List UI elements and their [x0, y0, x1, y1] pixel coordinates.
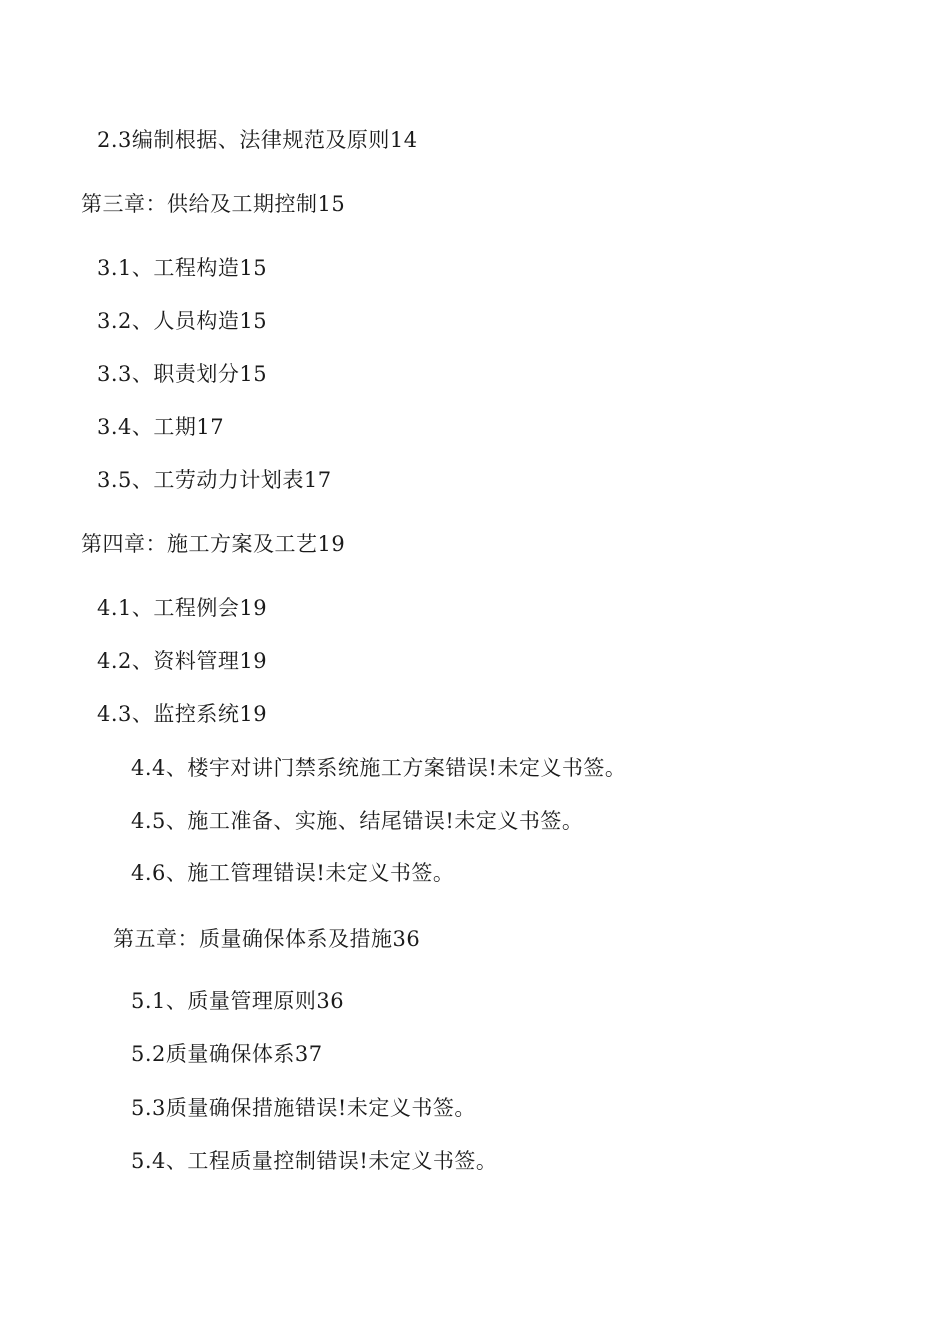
toc-entry-5-4[interactable]: 5.4、工程质量控制错误!未定义书签。	[131, 1149, 498, 1173]
toc-entry-4-4[interactable]: 4.4、楼宇对讲门禁系统施工方案错误!未定义书签。	[131, 756, 627, 780]
toc-entry-4-5[interactable]: 4.5、施工准备、实施、结尾错误!未定义书签。	[131, 809, 584, 833]
toc-entry-4-1[interactable]: 4.1、工程例会19	[97, 596, 268, 620]
toc-entry-4-6[interactable]: 4.6、施工管理错误!未定义书签。	[131, 861, 455, 885]
toc-entry-3-5[interactable]: 3.5、工劳动力计划表17	[97, 468, 332, 492]
toc-entry-3-4[interactable]: 3.4、工期17	[97, 415, 225, 439]
toc-entry-3-2[interactable]: 3.2、人员构造15	[97, 309, 268, 333]
toc-entry-3-1[interactable]: 3.1、工程构造15	[97, 256, 268, 280]
toc-entry-5-2[interactable]: 5.2质量确保体系37	[131, 1042, 323, 1066]
toc-chapter-5[interactable]: 第五章：质量确保体系及措施36	[113, 927, 421, 951]
toc-entry-3-3[interactable]: 3.3、职责划分15	[97, 362, 268, 386]
toc-chapter-3[interactable]: 第三章：供给及工期控制15	[81, 192, 346, 216]
toc-entry-5-1[interactable]: 5.1、质量管理原则36	[131, 989, 345, 1013]
toc-chapter-4[interactable]: 第四章：施工方案及工艺19	[81, 532, 346, 556]
toc-entry-5-3[interactable]: 5.3质量确保措施错误!未定义书签。	[131, 1096, 476, 1120]
toc-entry-2-3[interactable]: 2.3编制根据、法律规范及原则14	[97, 128, 418, 152]
toc-entry-4-2[interactable]: 4.2、资料管理19	[97, 649, 268, 673]
toc-entry-4-3[interactable]: 4.3、监控系统19	[97, 702, 268, 726]
